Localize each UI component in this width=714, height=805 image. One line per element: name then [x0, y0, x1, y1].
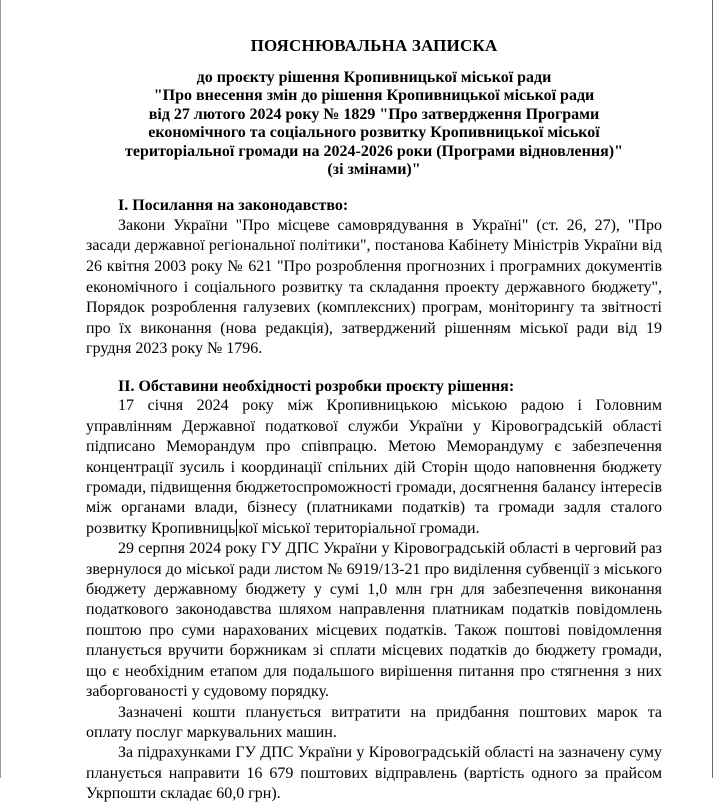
- subtitle-line: від 27 лютого 2024 року № 1829 "Про затвердження Програми: [148, 105, 600, 123]
- document-page: [86, 35, 662, 805]
- section-heading-legislation: І. Посилання на законодавство:: [118, 197, 349, 215]
- subvention-paragraph: 29 серпня 2024 року ГУ ДПС України у Кіровоградській області в черговий раз звернулося до міської ради листом № 6919/13-21 про виділення субвенції з міського бюджету державному бюджету у сумі 1,0 млн грн для забезпечення виконання податкового законодавства шляхом направлення платникам податків повідомлень поштою про суми нарахованих місцевих податків. Також поштові повідомлення планується вручити боржникам зі сплати місцевих податків до бюджету громади, що є необхідним етапом для подальшого вирішення питання про стягнення з них заборгованості у судовому порядку.: [86, 540, 662, 701]
- funds-usage-paragraph: Зазначені кошти планується витратити на придбання поштових марок та оплату послуг маркувальних машин.: [86, 703, 662, 741]
- subtitle-line: територіальної громади на 2024-2026 роки (Програми відновлення)": [125, 142, 623, 160]
- legislation-paragraph: Закони України "Про місцеве самоврядування в Україні" (ст. 26, 27), "Про засади державної регіональної політики", постанова Кабінету Міністрів України від 26 квітня 2003 року № 621 "Про розроблення прогнозних і програмних документів економічного і соціального розвитку та складання проекту державного бюджету", Порядок розроблення галузевих (комплексних) програм, моніторингу та звітності про їх виконання (нова редакція), затверджений рішенням міської ради від 19 грудня 2023 року № 1796.: [86, 216, 662, 358]
- document-title: ПОЯСНЮВАЛЬНА ЗАПИСКА: [250, 36, 498, 55]
- calculation-paragraph: За підрахунками ГУ ДПС України у Кіровоградській області на зазначену суму планується направити 16 679 поштових відправлень (вартість одного за прайсом Укрпошти складає 60,0 грн).: [86, 744, 662, 803]
- section-heading-circumstances: ІІ. Обставини необхідності розробки проєкту рішення:: [118, 378, 515, 395]
- subtitle-line: до проєкту рішення Кропивницької міської ради: [196, 69, 552, 86]
- page-edge-left: [0, 0, 1, 778]
- page-edge-right: [712, 0, 713, 778]
- subtitle-line: економічного та соціального розвитку Кропивницької міської: [148, 124, 600, 142]
- memorandum-text-end: кої міської територіальної громади.: [238, 519, 480, 537]
- memorandum-text-start: 17 січня 2024 року між Кропивницькою міською радою і Головним управлінням Державної податкової служби України у Кіровоградській області підписано Меморандум про співпрацю. Метою Меморандуму є забезпечення концентрації зусиль і координації спільних дій Сторін щодо наповнення бюджету громади, підвищення бюджетоспроможності громади, досягнення балансу інтересів між органами влади, бізнесу (платниками податків) та громади задля сталого розвитку Кропивниць: [86, 397, 662, 537]
- memorandum-paragraph[interactable]: [86, 396, 662, 539]
- subtitle-line: (зі змінами)": [327, 161, 421, 179]
- subtitle-line: "Про внесення змін до рішення Кропивницької міської ради: [153, 87, 595, 105]
- document-subtitle: [86, 69, 662, 179]
